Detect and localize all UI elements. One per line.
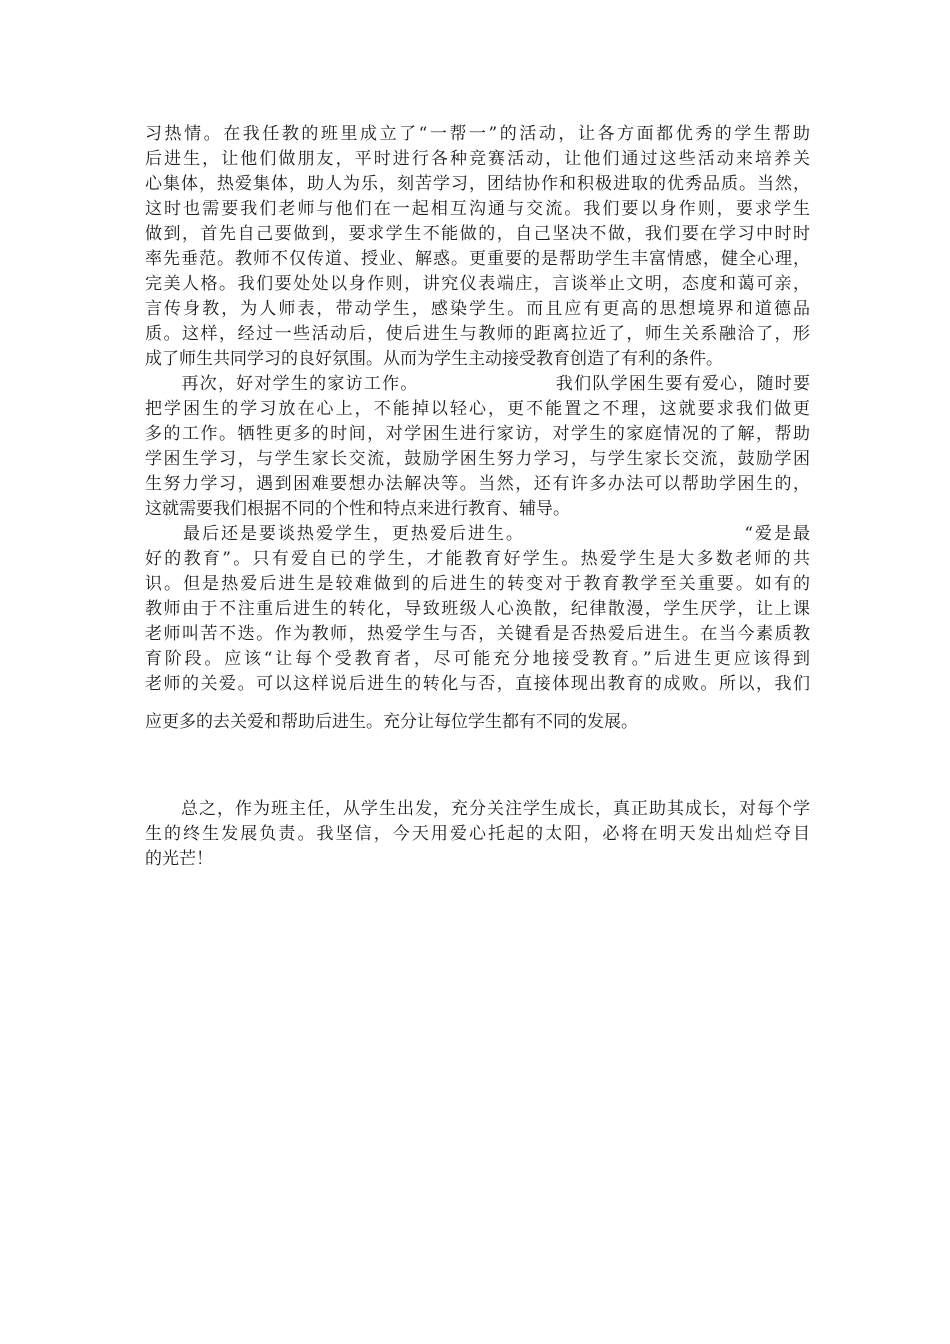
text-line: 生的终生发展负责。我坚信，今天用爱心托起的太阳，必将在明天发出灿烂夺目 [145,824,810,844]
text-line: 这就需要我们根据不同的个性和特点来进行教育、辅导。 [145,499,570,519]
conclusion-paragraph [145,797,810,872]
text-line: 识。但是热爱后进生是较难做到的后进生的转变对于教育教学至关重要。如有的 [145,574,810,594]
text-line: 后进生，让他们做朋友，平时进行各种竞赛活动，让他们通过这些活动来培养关 [145,149,810,169]
text-line: 老师的关爱。可以这样说后进生的转化与否，直接体现出教育的成败。所以，我们 [145,674,810,694]
text-line: 教师由于不注重后进生的转化，导致班级人心涣散，纪律散漫，学生厌学，让上课 [145,599,810,619]
text-line: 言传身教，为人师表，带动学生，感染学生。而且应有更高的思想境界和道德品 [145,299,810,319]
body-text-main [145,122,810,697]
text-line: 成了师生共同学习的良好氛围。从而为学生主动接受教育创造了有利的条件。 [145,349,723,369]
text-line: 老师叫苦不迭。作为教师，热爱学生与否，关键看是否热爱后进生。在当今素质教 [145,624,810,644]
text-line: 总之，作为班主任，从学生出发，充分关注学生成长，真正助其成长，对每个学 [145,799,810,819]
text-line: 心集体，热爱集体，助人为乐，刻苦学习，团结协作和积极进取的优秀品质。当然， [145,174,810,194]
text-line: 生努力学习，遇到困难要想办法解决等。当然，还有许多办法可以帮助学困生的， [145,474,810,494]
text-line: 再次，好对学生的家访工作。 我们队学困生要有爱心，随时要 [145,374,810,394]
text-line: 率先垂范。教师不仅传道、授业、解惑。更重要的是帮助学生丰富情感，健全心理， [145,249,810,269]
text-line: 质。这样，经过一些活动后，使后进生与教师的距离拉近了，师生关系融洽了，形 [145,324,810,344]
text-line: 应更多的去关爱和帮助后进生。充分让每位学生都有不同的发展。 [145,712,638,732]
text-line: 这时也需要我们老师与他们在一起相互沟通与交流。我们要以身作则，要求学生 [145,199,810,219]
text-line: 完美人格。我们要处处以身作则，讲究仪表端庄，言谈举止文明，态度和蔼可亲， [145,274,810,294]
text-line: 的光芒！ [145,849,213,869]
text-line: 最后还是要谈热爱学生，更热爱后进生。 “爱是最 [145,524,810,544]
text-line: 育阶段。应该“让每个受教育者，尽可能充分地接受教育。”后进生更应该得到 [145,649,810,669]
text-line: 多的工作。牺牲更多的时间，对学困生进行家访，对学生的家庭情况的了解，帮助 [145,424,810,444]
text-line: 做到，首先自己要做到，要求学生不能做的，自己坚决不做，我们要在学习中时时 [145,224,810,244]
text-line: 好的教育”。只有爱自已的学生，才能教育好学生。热爱学生是大多数老师的共 [145,549,810,569]
body-text-continuation [145,710,810,735]
text-line: 习热情。在我任教的班里成立了“一帮一”的活动，让各方面都优秀的学生帮助 [145,124,810,144]
text-line: 学困生学习，与学生家长交流，鼓励学困生努力学习，与学生家长交流，鼓励学困 [145,449,810,469]
text-line: 把学困生的学习放在心上，不能掉以轻心，更不能置之不理，这就要求我们做更 [145,399,810,419]
